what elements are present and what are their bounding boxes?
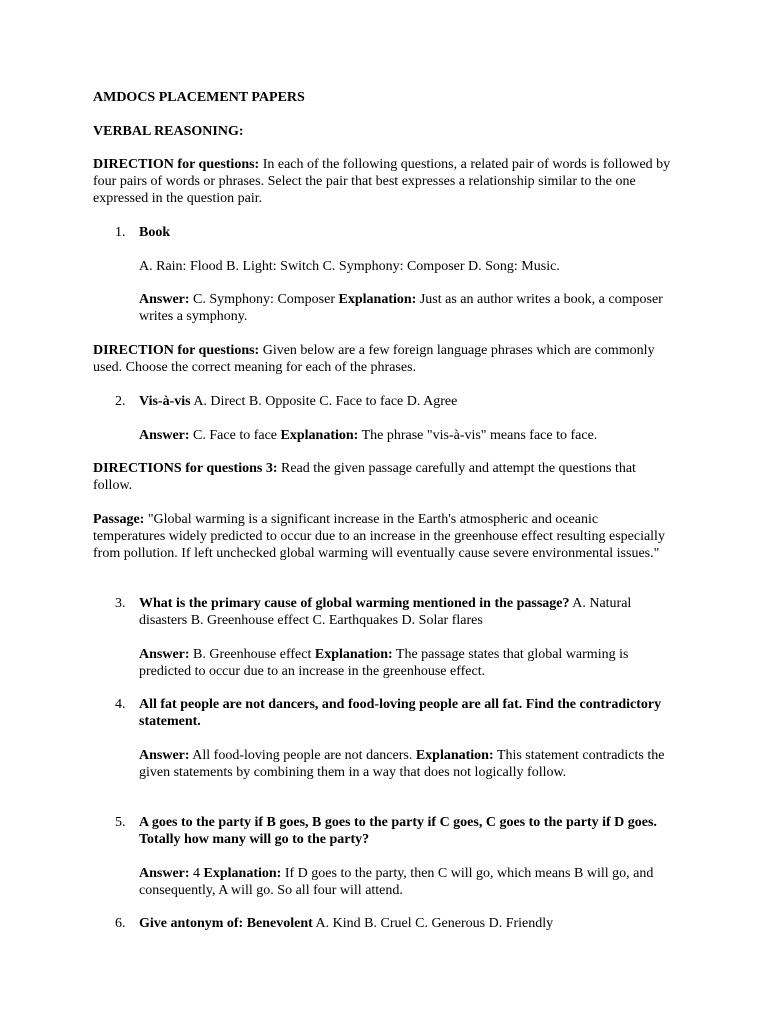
question-1: 1. Book	[115, 225, 171, 240]
question-2: 2. Vis-à-vis A. Direct B. Opposite C. Face to face D. Agree	[115, 394, 458, 409]
question-6: 6. Give antonym of: Benevolent A. Kind B. Cruel C. Generous D. Friendly	[115, 916, 554, 931]
direction-paragraph-1: DIRECTION for questions: In each of the following questions, a related pair of words is followed by four pairs of words or phrases. Select the pair that best expresses a relationship similar to the one expressed in the question pair.	[93, 157, 671, 206]
question-3-answer: Answer: B. Greenhouse effect Explanation: The passage states that global warming is predicted to occur due to an increase in the greenhouse effect.	[139, 647, 629, 679]
question-3: 3. What is the primary cause of global warming mentioned in the passage? A. Natural disasters B. Greenhouse effect C. Earthquakes D. Solar flares	[115, 596, 632, 628]
question-1-options: A. Rain: Flood B. Light: Switch C. Symphony: Composer D. Song: Music.	[139, 259, 560, 274]
question-5: 5. A goes to the party if B goes, B goes to the party if C goes, C goes to the party if D goes. Totally how many will go to the party?	[115, 815, 657, 847]
question-5-answer: Answer: 4 Explanation: If D goes to the party, then C will go, which means B will go, and consequently, A will go. So all four will attend.	[139, 866, 654, 898]
question-4: 4. All fat people are not dancers, and food-loving people are all fat. Find the contradictory statement.	[115, 697, 662, 729]
passage-paragraph: Passage: "Global warming is a significant increase in the Earth's atmospheric and oceanic temperatures widely predicted to occur due to an increase in the greenhouse effect resulting especially from pollution. If left unchecked global warming will eventually cause severe environmental issues."	[93, 512, 665, 561]
direction-paragraph-3: DIRECTIONS for questions 3: Read the given passage carefully and attempt the questions that follow.	[93, 461, 636, 493]
question-1-answer: Answer: C. Symphony: Composer Explanation: Just as an author writes a book, a composer writes a symphony.	[139, 292, 663, 324]
question-2-answer: Answer: C. Face to face Explanation: The phrase "vis-à-vis" means face to face.	[139, 428, 598, 443]
section-heading: VERBAL REASONING:	[93, 124, 244, 139]
page-title: AMDOCS PLACEMENT PAPERS	[93, 90, 305, 105]
question-4-answer: Answer: All food-loving people are not dancers. Explanation: This statement contradicts the given statements by combining them in a way that does not logically follow.	[139, 748, 665, 780]
direction-paragraph-2: DIRECTION for questions: Given below are a few foreign language phrases which are commonly used. Choose the correct meaning for each of the phrases.	[93, 343, 655, 375]
